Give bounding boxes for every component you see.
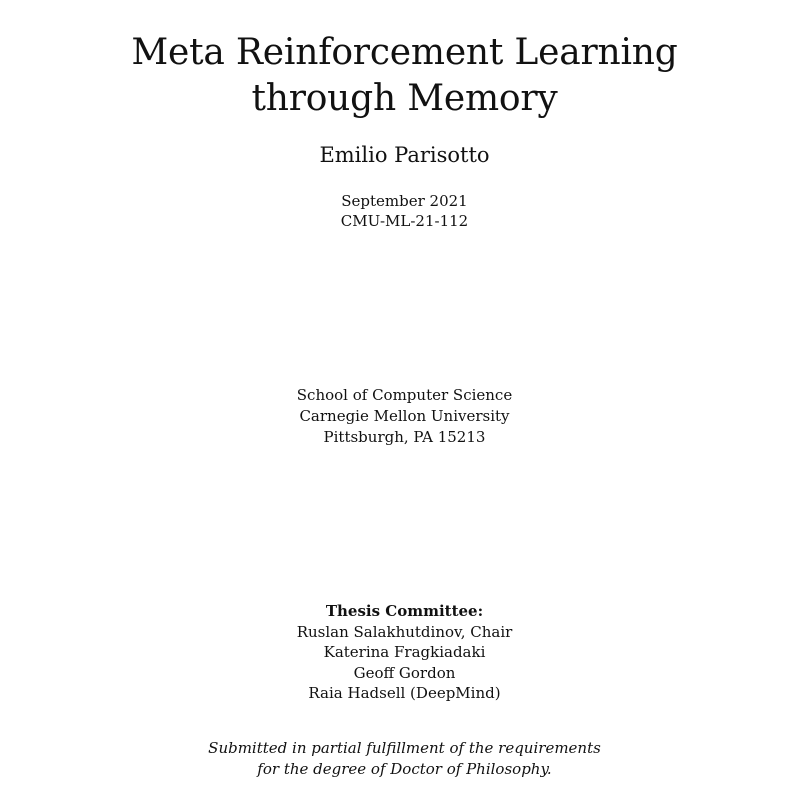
university-name: Carnegie Mellon University xyxy=(299,407,510,425)
committee-heading: Thesis Committee: xyxy=(325,602,484,620)
committee-member: Raia Hadsell (DeepMind) xyxy=(308,684,501,702)
university-address: Pittsburgh, PA 15213 xyxy=(323,428,486,446)
thesis-title xyxy=(0,30,809,122)
report-number: CMU-ML-21-112 xyxy=(340,212,469,230)
committee-member: Katerina Fragkiadaki xyxy=(323,643,486,661)
submission-note-line-1: Submitted in partial fulfillment of the requirements xyxy=(208,739,601,757)
school-name: School of Computer Science xyxy=(296,386,513,404)
thesis-committee xyxy=(0,601,809,704)
title-line-1: Meta Reinforcement Learning xyxy=(131,32,678,73)
committee-member: Ruslan Salakhutdinov, Chair xyxy=(296,622,513,641)
committee-member: Geoff Gordon xyxy=(353,663,456,682)
submission-note xyxy=(0,738,809,780)
title-line-2: through Memory xyxy=(251,78,558,119)
author-name: Emilio Parisotto xyxy=(319,143,490,167)
publication-date: September 2021 xyxy=(341,192,468,210)
affiliation-block xyxy=(0,385,809,448)
date-and-report-number xyxy=(0,191,809,231)
submission-note-line-2: for the degree of Doctor of Philosophy. xyxy=(257,760,552,778)
